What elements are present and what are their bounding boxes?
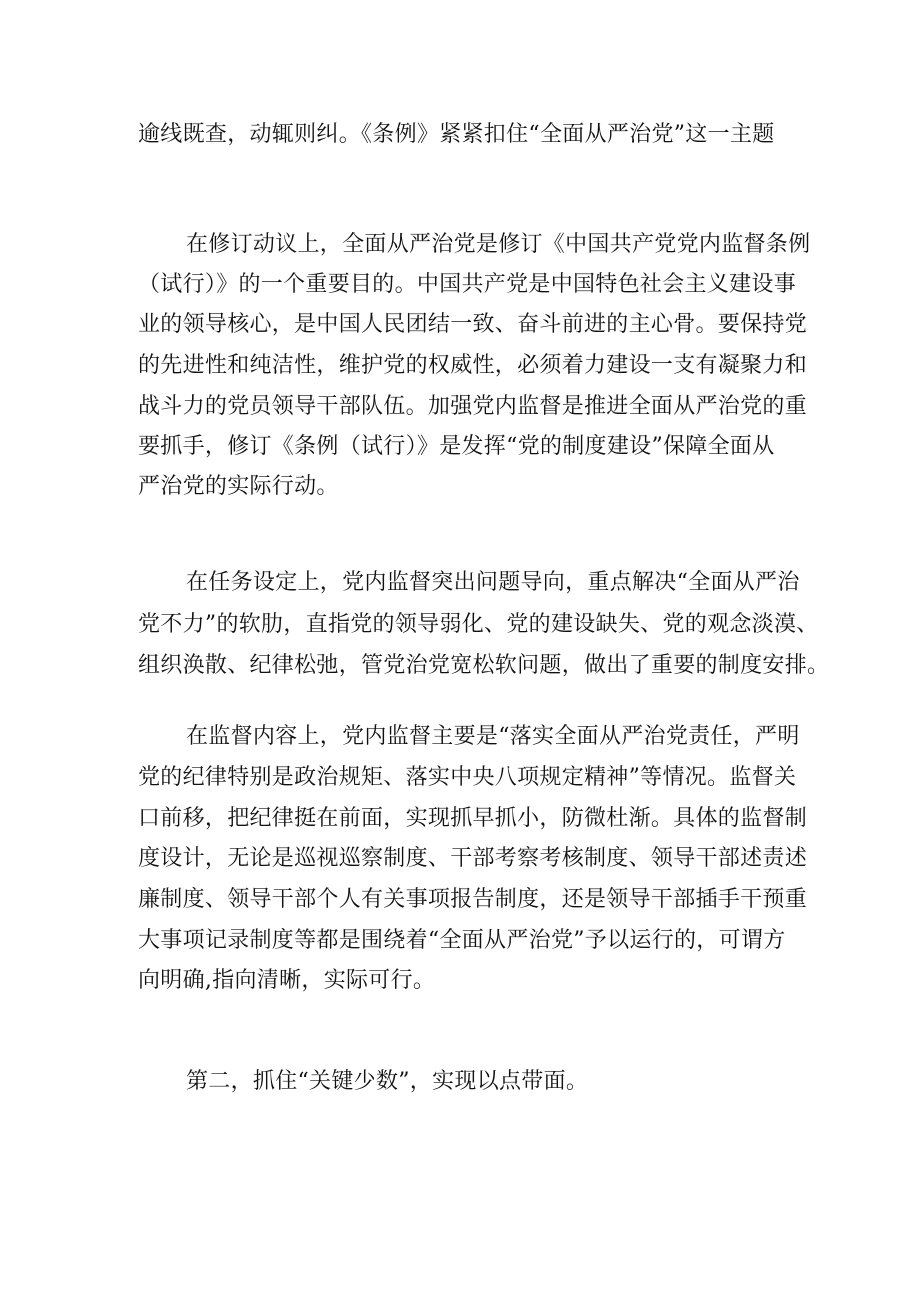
text-line: 业的领导核心，是中国人民团结一致、奋斗前进的主心骨。要保持党 (138, 312, 808, 337)
text-line: 逾线既查，动辄则纠。《条例》紧紧扣住“全面从严治党”这一主题 (138, 122, 775, 147)
text-line: 大事项记录制度等都是围绕着“全面从严治党”予以运行的，可谓方 (138, 928, 786, 953)
text-line: 要抓手，修订《条例（试行）》是发挥“党的制度建设”保障全面从 (138, 434, 775, 459)
text-line: 廉制度、领导干部个人有关事项报告制度，还是领导干部插手干预重 (138, 887, 808, 912)
paragraph-first-line: 在监督内容上，党内监督主要是“落实全面从严治党责任，严明 (186, 724, 800, 749)
text-line: 严治党的实际行动。 (138, 474, 339, 499)
text-line: 战斗力的党员领导干部队伍。加强党内监督是推进全面从严治党的重 (138, 394, 808, 419)
section-heading: 第二，抓住“关键少数”，实现以点带面。 (186, 1069, 589, 1094)
paragraph-first-line: 在任务设定上，党内监督突出问题导向，重点解决“全面从严治 (186, 570, 800, 595)
text-line: 口前移，把纪律挺在前面，实现抓早抓小，防微杜渐。具体的监督制 (138, 806, 808, 831)
text-line: 组织涣散、纪律松弛，管党治党宽松软问题，做出了重要的制度安排。 (138, 653, 830, 678)
paragraph-first-line: 在修订动议上，全面从严治党是修订《中国共产党党内监督条例 (186, 232, 811, 257)
text-line: 向明确,指向清晰，实际可行。 (138, 968, 436, 993)
text-line: 的先进性和纯洁性，维护党的权威性，必须着力建设一支有凝聚力和 (138, 353, 808, 378)
text-line: 度设计，无论是巡视巡察制度、干部考察考核制度、领导干部述责述 (138, 846, 808, 871)
text-line: 党的纪律特别是政治规矩、落实中央八项规定精神”等情况。监督关 (138, 765, 797, 790)
text-line: （试行）》的一个重要目的。中国共产党是中国特色社会主义建设事 (138, 272, 797, 297)
text-line: 党不力”的软肋，直指党的领导弱化、党的建设缺失、党的观念淡漠、 (138, 612, 819, 637)
